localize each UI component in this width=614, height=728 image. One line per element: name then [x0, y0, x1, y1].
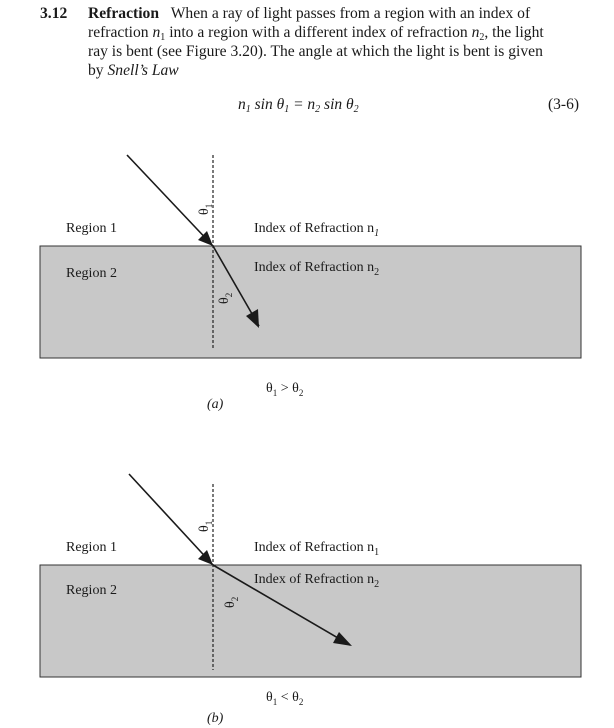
svg-text:(a)	[207, 397, 224, 412]
svg-text:Region 2	[66, 266, 117, 281]
svg-text:Index of Refraction n2: Index of Refraction $n_2$	[254, 572, 380, 590]
caption-b: (b)	[207, 711, 224, 726]
problem-line-2: refraction $n_1$ into a region with a different index of refraction $n_2$, the light	[88, 24, 544, 43]
svg-text:Region 2	[66, 583, 117, 598]
figure-a	[40, 155, 581, 412]
index1-label-b: Index of Refraction n	[254, 540, 375, 555]
problem-title: Refraction	[88, 5, 160, 22]
relation-b: θ	[266, 690, 273, 705]
incident-ray-b	[129, 474, 213, 565]
relation-a: θ	[266, 381, 273, 396]
caption-a: (a)	[207, 397, 224, 412]
figure-b	[40, 474, 581, 726]
incident-ray-a	[127, 155, 213, 246]
theta1-label-a: θ	[197, 208, 212, 215]
svg-text:Index of Refraction n1: Index of Refraction $n_1$	[254, 221, 380, 239]
index2-label-a: Index of Refraction n	[254, 260, 375, 275]
theta2-label-a: θ	[217, 297, 232, 304]
problem-line-3: ray is bent (see Figure 3.20). The angle at which the light is bent is given	[88, 43, 543, 60]
svg-text:θ2: $\theta_2$	[217, 292, 234, 304]
theta2-label-b: θ	[223, 601, 238, 608]
svg-text:Region 1	[66, 540, 117, 555]
index2-label-b: Index of Refraction n	[254, 572, 375, 587]
problem-number: 3.12	[40, 5, 68, 22]
svg-text:θ2: $\theta_2$	[223, 596, 240, 608]
region2-label-b: Region 2	[66, 583, 117, 598]
svg-text:θ1 > θ2: $\theta_1 > \theta_2$	[266, 381, 304, 398]
problem-line1-text: When a ray of light passes from a region with an index of	[170, 5, 531, 22]
index1-label-a: Index of Refraction n	[254, 221, 375, 236]
problem-line-4: by Snell’s Law	[88, 62, 179, 79]
svg-text:θ1: $\theta_1$	[197, 520, 214, 532]
svg-text:Index of Refraction n1: Index of Refraction $n_1$	[254, 540, 380, 558]
region1-label-a: Region 1	[66, 221, 117, 236]
theta1-label-b: θ	[197, 525, 212, 532]
svg-text:θ1 < θ2: $\theta_1 < \theta_2$	[266, 690, 304, 707]
svg-text:Region 1	[66, 221, 117, 236]
svg-text:(b)	[207, 711, 224, 726]
region2-label-a: Region 2	[66, 266, 117, 281]
snells-law: Snell’s Law	[107, 62, 179, 79]
svg-text:Index of Refraction n2: Index of Refraction $n_2$	[254, 260, 380, 278]
equation-body: $n_1$ $\sin \theta_1 = n_2$ $\sin \theta_2$	[238, 96, 359, 115]
equation-number: (3-6)	[548, 96, 579, 113]
svg-text:θ1: $\theta_1$	[197, 203, 214, 215]
region1-label-b: Region 1	[66, 540, 117, 555]
